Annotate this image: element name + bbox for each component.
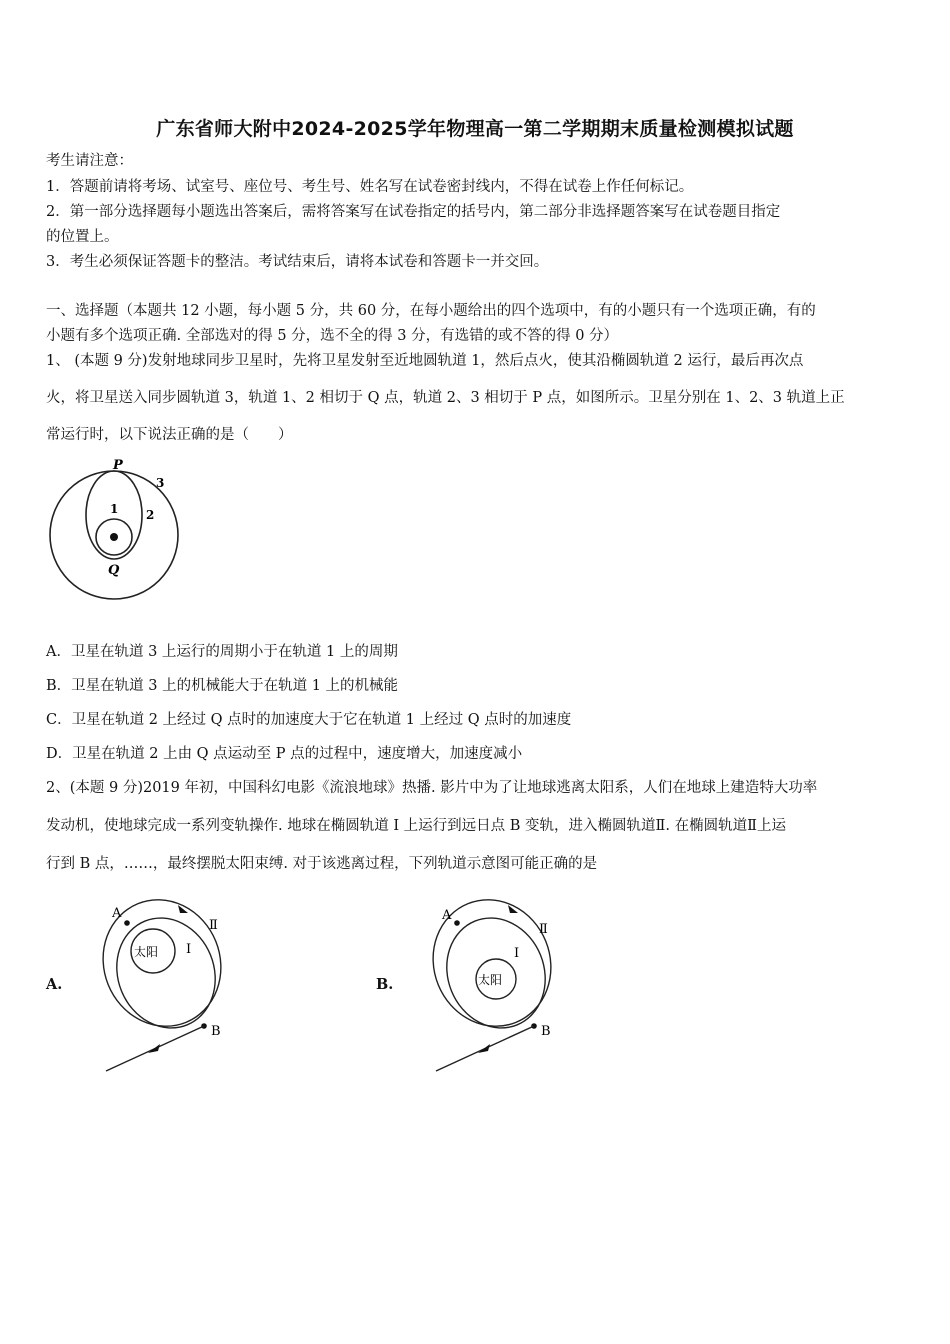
q1-stem-line2: 火，将卫星送入同步圆轨道 3，轨道 1、2 相切于 Q 点，轨道 2、3 相切于 P 点，如图所示。卫星分别在 1、2、3 轨道上正 bbox=[46, 390, 845, 406]
q2-option-a-label: A. bbox=[46, 976, 63, 993]
label-p: P bbox=[113, 458, 123, 473]
label-q: Q bbox=[108, 563, 120, 578]
label-b: B bbox=[541, 1024, 551, 1039]
section-intro-line1: 一、选择题（本题共 12 小题，每小题 5 分，共 60 分，在每小题给出的四个选项中，有的小题只有一个选项正确，有的 bbox=[46, 303, 816, 319]
q1-option-d: D．卫星在轨道 2 上由 Q 点运动至 P 点的过程中，速度增大，加速度减小 bbox=[46, 746, 523, 762]
q1-option-b: B．卫星在轨道 3 上的机械能大于在轨道 1 上的机械能 bbox=[46, 678, 399, 694]
point-a-dot bbox=[454, 920, 460, 926]
label-orbit-2: 2 bbox=[146, 508, 155, 522]
q1-stem-line1: 1、 (本题 9 分)发射地球同步卫星时，先将卫星发射至近地圆轨道 1，然后点火，使其沿椭圆轨道 2 运行，最后再次点 bbox=[46, 353, 804, 369]
notice-item-1: 1．答题前请将考场、试室号、座位号、考生号、姓名写在试卷密封线内，不得在试卷上作任何标记。 bbox=[46, 179, 694, 195]
label-orbit-i: I bbox=[514, 946, 520, 961]
label-orbit-ii: Ⅱ bbox=[209, 918, 218, 933]
notice-item-3: 3．考生必须保证答题卡的整洁。考试结束后，请将本试卷和答题卡一并交回。 bbox=[46, 254, 549, 270]
section-intro-line2: 小题有多个选项正确. 全部选对的得 5 分，选不全的得 3 分，有选错的或不答的得 0 分） bbox=[46, 328, 619, 344]
notice-item-2: 2．第一部分选择题每小题选出答案后，需将答案写在试卷指定的括号内，第二部分非选择题答案写在试卷题目指定 bbox=[46, 204, 781, 220]
label-orbit-1: 1 bbox=[110, 502, 119, 516]
notice-heading: 考生请注意： bbox=[46, 153, 133, 169]
page-title: 广东省师大附中2024-2025学年物理高一第二学期期末质量检测模拟试题 bbox=[156, 118, 794, 140]
q2-option-b-label: B. bbox=[376, 976, 394, 993]
label-a: A bbox=[112, 906, 122, 921]
q2-stem-line2: 发动机，使地球完成一系列变轨操作. 地球在椭圆轨道 I 上运行到远日点 B 变轨，进入椭圆轨道Ⅱ. 在椭圆轨道Ⅱ上运 bbox=[46, 818, 786, 834]
label-orbit-ii: Ⅱ bbox=[539, 922, 548, 937]
earth-dot bbox=[110, 533, 118, 541]
sun-label: 太阳 bbox=[478, 973, 503, 987]
escape-arrow bbox=[478, 1044, 490, 1053]
q1-option-c: C．卫星在轨道 2 上经过 Q 点时的加速度大于它在轨道 1 上经过 Q 点时的加速度 bbox=[46, 712, 572, 728]
label-a: A bbox=[442, 908, 452, 923]
label-orbit-i: I bbox=[186, 942, 192, 957]
label-orbit-3: 3 bbox=[156, 476, 165, 490]
q2-stem-line1: 2、(本题 9 分)2019 年初，中国科幻电影《流浪地球》热播. 影片中为了让地球逃离太阳系，人们在地球上建造特大功率 bbox=[46, 780, 818, 796]
notice-item-2-cont: 的位置上。 bbox=[46, 229, 119, 245]
orbit-diagram-b bbox=[426, 893, 576, 1078]
orbit-diagram-a bbox=[96, 893, 246, 1078]
q2-stem-line3: 行到 B 点，……，最终摆脱太阳束缚. 对于该逃离过程，下列轨道示意图可能正确的是 bbox=[46, 856, 598, 872]
escape-arrow bbox=[148, 1044, 160, 1053]
label-b: B bbox=[211, 1024, 221, 1039]
q1-stem-line3: 常运行时，以下说法正确的是（ ） bbox=[46, 427, 293, 443]
point-a-dot bbox=[124, 920, 130, 926]
q1-option-a: A．卫星在轨道 3 上运行的周期小于在轨道 1 上的周期 bbox=[46, 644, 398, 660]
orbit-figure bbox=[46, 455, 186, 607]
sun-label: 太阳 bbox=[134, 945, 159, 959]
